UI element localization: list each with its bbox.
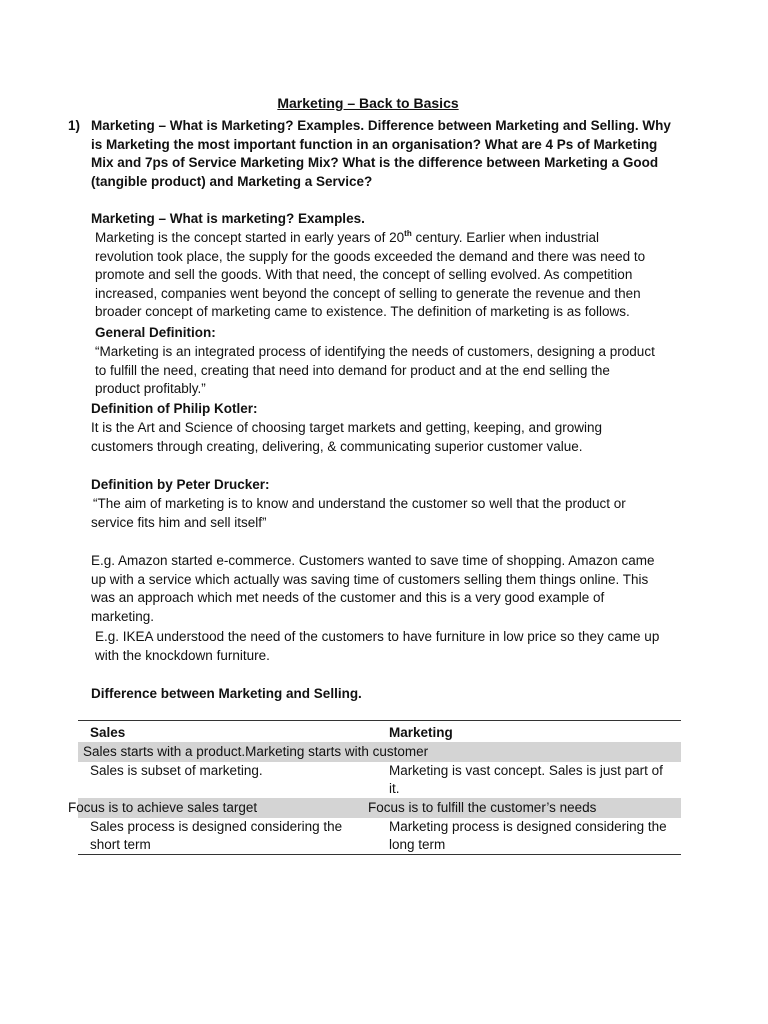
table-cell-merged: Sales starts with a product.Marketing starts with customer bbox=[83, 744, 429, 759]
table-cell-marketing: Marketing is vast concept. Sales is just part of bbox=[389, 763, 663, 778]
paragraph-line: revolution took place, the supply for the goods exceeded the demand and there was need to bbox=[95, 248, 646, 264]
table-cell-sales: Focus is to achieve sales target bbox=[68, 800, 258, 815]
paragraph-line: “Marketing is an integrated process of identifying the needs of customers, designing a product bbox=[95, 344, 655, 359]
general-definition-text bbox=[95, 343, 655, 399]
paragraph-line: E.g. Amazon started e-commerce. Customers wanted to save time of shopping. Amazon came bbox=[91, 553, 655, 568]
paragraph-line: was an approach which met needs of the customer and this is a very good example of bbox=[91, 590, 605, 606]
table-cell-marketing: long term bbox=[389, 837, 446, 852]
question-number: 1) bbox=[68, 118, 81, 133]
paragraph-line: to fulfill the need, creating that need into demand for product and at the end selling the bbox=[95, 362, 610, 378]
paragraph-line: It is the Art and Science of choosing target markets and getting, keeping, and growing bbox=[91, 420, 603, 435]
table-bottom-rule bbox=[78, 854, 681, 855]
paragraph-line: with the knockdown furniture. bbox=[95, 647, 270, 663]
table-top-rule bbox=[78, 720, 681, 721]
intro-paragraph bbox=[95, 229, 645, 322]
paragraph-line bbox=[95, 229, 645, 248]
difference-heading: Difference between Marketing and Selling. bbox=[91, 686, 362, 701]
question-line: is Marketing the most important function in an organisation? What are 4 Ps of Marketing bbox=[91, 136, 658, 152]
paragraph-line: up with a service which actually was saving time of customers selling them things online. This bbox=[91, 571, 649, 587]
paragraph-line: marketing. bbox=[91, 608, 155, 624]
paragraph-line: promote and sell the goods. With that need, the concept of selling evolved. As competition bbox=[95, 267, 633, 283]
paragraph-line: increased, companies went beyond the concept of selling to generate the revenue and then bbox=[95, 285, 641, 301]
table-cell-sales: Sales is subset of marketing. bbox=[90, 763, 263, 778]
drucker-definition-text bbox=[91, 495, 626, 532]
paragraph-line: customers through creating, delivering, & communicating superior customer value. bbox=[91, 438, 583, 454]
question-line: Mix and 7ps of Service Marketing Mix? What is the difference between Marketing a Good bbox=[91, 155, 659, 170]
question-line: (tangible product) and Marketing a Service? bbox=[91, 173, 373, 189]
section-heading-what-is-marketing: Marketing – What is marketing? Examples. bbox=[91, 211, 365, 226]
paragraph-line: broader concept of marketing came to existence. The definition of marketing is as follows. bbox=[95, 304, 630, 320]
text-run: Marketing is the concept started in early years of 20 bbox=[95, 230, 405, 245]
paragraph-line: “The aim of marketing is to know and understand the customer so well that the product or bbox=[93, 496, 626, 511]
question-text bbox=[91, 117, 681, 191]
table-cell-marketing: it. bbox=[389, 781, 400, 796]
table-cell-sales: short term bbox=[90, 837, 151, 852]
paragraph-line: service fits him and sell itself” bbox=[91, 514, 267, 530]
table-header-sales: Sales bbox=[90, 725, 126, 740]
kotler-definition-text bbox=[91, 419, 602, 456]
table-cell-marketing: Focus is to fulfill the customer’s needs bbox=[368, 800, 597, 815]
paragraph-line: product profitably.” bbox=[95, 381, 206, 397]
document-title: Marketing – Back to Basics bbox=[277, 95, 459, 111]
amazon-example-text bbox=[91, 552, 655, 626]
table-cell-marketing: Marketing process is designed considering the bbox=[389, 819, 667, 834]
ikea-example-text bbox=[95, 628, 659, 665]
table-header-marketing: Marketing bbox=[389, 725, 453, 740]
superscript: th bbox=[404, 228, 412, 238]
text-run: century. Earlier when industrial bbox=[411, 230, 600, 245]
paragraph-line: E.g. IKEA understood the need of the customers to have furniture in low price so they came up bbox=[95, 629, 660, 644]
question-line: Marketing – What is Marketing? Examples. Difference between Marketing and Selling. Why bbox=[91, 118, 671, 133]
drucker-heading: Definition by Peter Drucker: bbox=[91, 477, 270, 492]
kotler-heading: Definition of Philip Kotler: bbox=[91, 401, 258, 416]
table-cell-sales: Sales process is designed considering the bbox=[90, 819, 343, 834]
general-definition-heading: General Definition: bbox=[95, 325, 216, 340]
